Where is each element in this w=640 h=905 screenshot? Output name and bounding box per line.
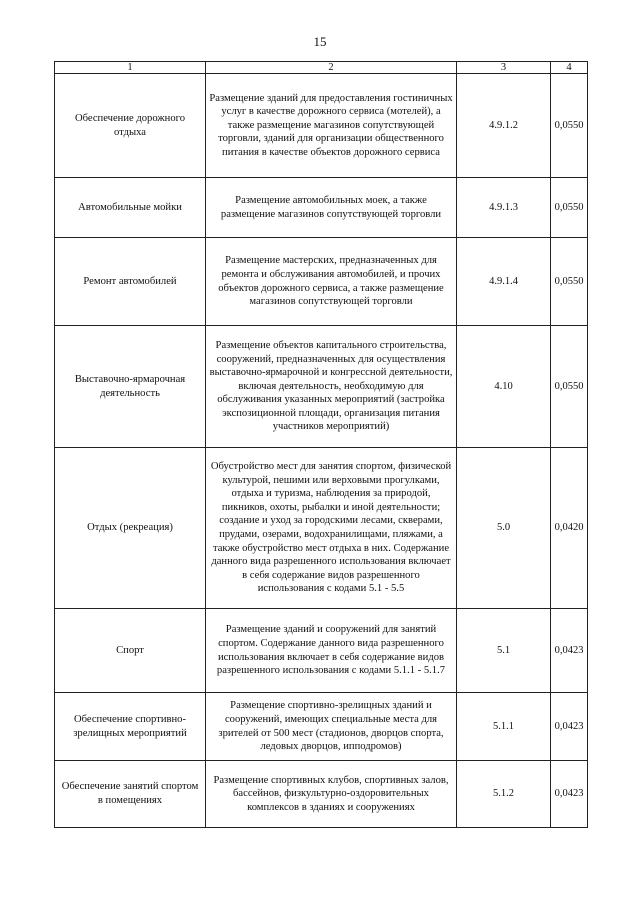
column-header-1: 1 bbox=[55, 62, 206, 74]
column-header-4: 4 bbox=[551, 62, 588, 74]
page-number: 15 bbox=[313, 34, 327, 49]
land-use-name: Спорт bbox=[55, 609, 206, 693]
table-row bbox=[55, 761, 588, 828]
land-use-name: Ремонт автомобилей bbox=[55, 238, 206, 326]
land-use-code: 5.1.2 bbox=[457, 761, 551, 828]
rate-value: 0,0550 bbox=[551, 74, 588, 178]
land-use-code: 5.1 bbox=[457, 609, 551, 693]
land-use-description: Размещение спортивных клубов, спортивных залов, бассейнов, физкультурно-оздоровительных комплексов в зданиях и сооружениях bbox=[206, 761, 457, 828]
land-use-name: Обеспечение спортивно-зрелищных мероприятий bbox=[55, 693, 206, 761]
rate-value: 0,0550 bbox=[551, 326, 588, 448]
rate-value: 0,0550 bbox=[551, 178, 588, 238]
land-use-name: Отдых (рекреация) bbox=[55, 448, 206, 609]
land-use-description: Размещение объектов капитального строительства, сооружений, предназначенных для осуществления выставочно-ярмарочной и конгрессной деятельности, включая деятельность, необходимую для обслуживания указанных мероприятий (застройка экспозиционной площади, организация питания участников мероприятий) bbox=[206, 326, 457, 448]
land-use-code: 4.9.1.4 bbox=[457, 238, 551, 326]
land-use-code: 4.9.1.2 bbox=[457, 74, 551, 178]
table-row bbox=[55, 693, 588, 761]
table-row bbox=[55, 448, 588, 609]
land-use-description: Размещение зданий и сооружений для занятий спортом. Содержание данного вида разрешенного использования включает в себя содержание видов разрешенного использования с кодами 5.1.1 - 5.1.7 bbox=[206, 609, 457, 693]
table-header-row bbox=[55, 62, 588, 74]
table-row bbox=[55, 609, 588, 693]
land-use-description: Обустройство мест для занятия спортом, физической культурой, пешими или верховыми прогулками, отдыха и туризма, наблюдения за природой, пикников, охоты, рыбалки и иной деятельности; создание и уход за городскими лесами, скверами, прудами, озерами, водохранилищами, пляжами, а также обустройство мест отдыха в них. Содержание данного вида разрешенного использования включает в себя содержание видов разрешенного использования с кодами 5.1 - 5.5 bbox=[206, 448, 457, 609]
land-use-name: Обеспечение занятий спортом в помещениях bbox=[55, 761, 206, 828]
land-use-description: Размещение зданий для предоставления гостиничных услуг в качестве дорожного сервиса (мотелей), а также размещение магазинов сопутствующей торговли, зданий для организации общественного питания в качестве объектов дорожного сервиса bbox=[206, 74, 457, 178]
rate-value: 0,0423 bbox=[551, 609, 588, 693]
land-use-description: Размещение спортивно-зрелищных зданий и сооружений, имеющих специальные места для зрителей от 500 мест (стадионов, дворцов спорта, ледовых дворцов, ипподромов) bbox=[206, 693, 457, 761]
column-header-3: 3 bbox=[457, 62, 551, 74]
table-row bbox=[55, 178, 588, 238]
rate-value: 0,0550 bbox=[551, 238, 588, 326]
land-use-description: Размещение автомобильных моек, а также размещение магазинов сопутствующей торговли bbox=[206, 178, 457, 238]
column-header-2: 2 bbox=[206, 62, 457, 74]
land-use-name: Выставочно-ярмарочная деятельность bbox=[55, 326, 206, 448]
land-use-name: Автомобильные мойки bbox=[55, 178, 206, 238]
rate-value: 0,0420 bbox=[551, 448, 588, 609]
land-use-table bbox=[54, 61, 588, 828]
table-row bbox=[55, 74, 588, 178]
land-use-name: Обеспечение дорожного отдыха bbox=[55, 74, 206, 178]
land-use-code: 5.1.1 bbox=[457, 693, 551, 761]
rate-value: 0,0423 bbox=[551, 761, 588, 828]
land-use-code: 4.10 bbox=[457, 326, 551, 448]
table-row bbox=[55, 326, 588, 448]
table-row bbox=[55, 238, 588, 326]
land-use-description: Размещение мастерских, предназначенных для ремонта и обслуживания автомобилей, и прочих объектов дорожного сервиса, а также размещение магазинов сопутствующей торговли bbox=[206, 238, 457, 326]
rate-value: 0,0423 bbox=[551, 693, 588, 761]
land-use-code: 4.9.1.3 bbox=[457, 178, 551, 238]
land-use-code: 5.0 bbox=[457, 448, 551, 609]
